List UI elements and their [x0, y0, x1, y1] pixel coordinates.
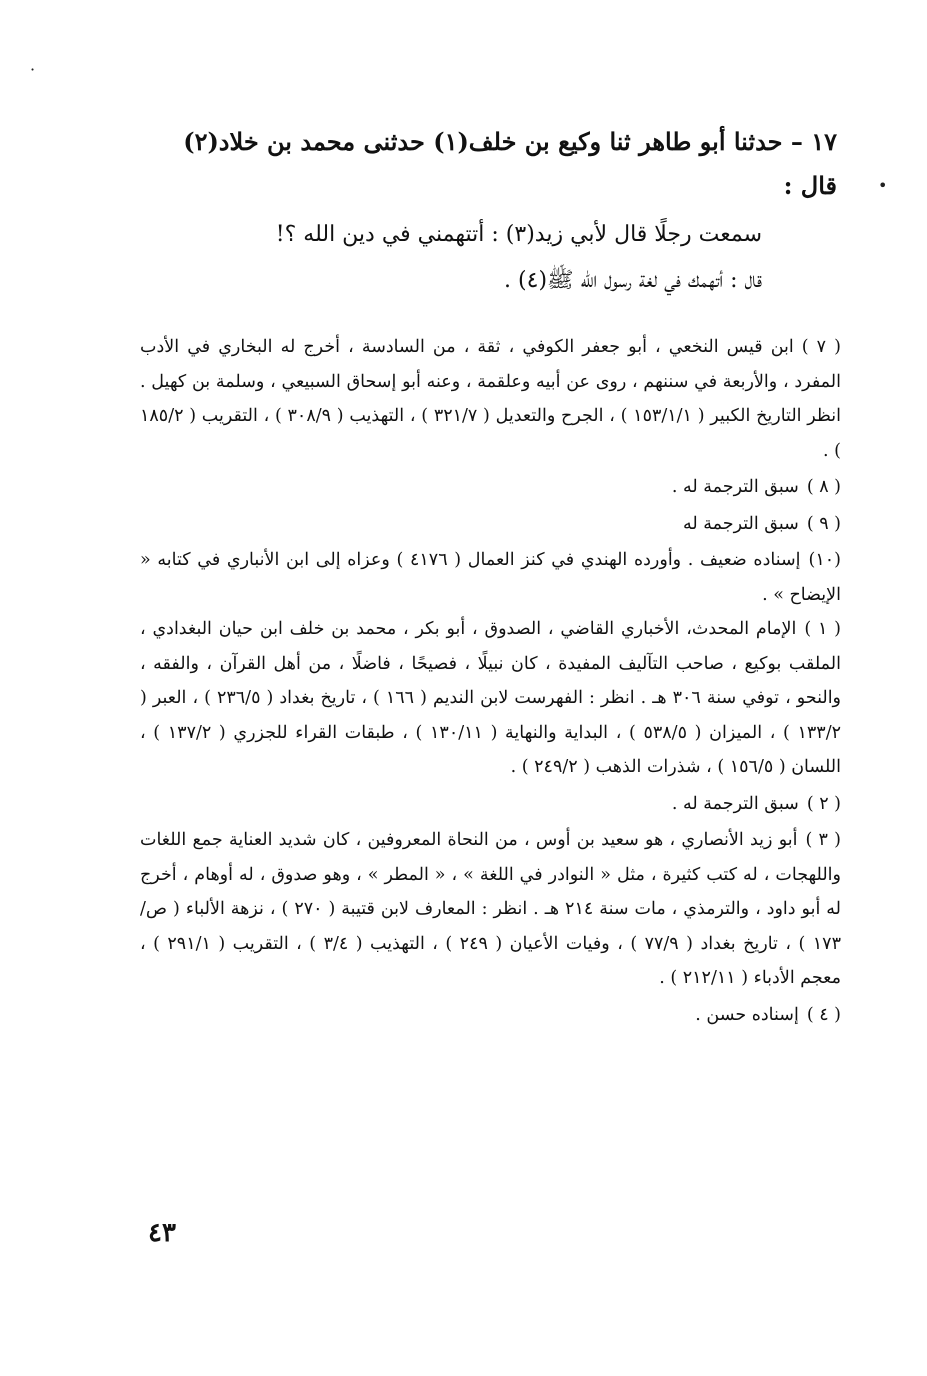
- footnote-number: (١٠): [808, 550, 841, 570]
- footnote-1: [140, 612, 841, 785]
- footnote-7: [140, 330, 841, 468]
- footnote-text: أبو زيد الأنصاري ، هو سعيد بن أوس ، من النحاة المعروفين ، كان شديد العناية جمع اللغات واللهجات ، له كتب كثيرة ، مثل « النوادر في اللغة » ، « المطر » ، وهو صدوق ، له أوهام ، أخرج له أبو داود ، والترمذي ، مات سنة ٢١٤ هـ . انظر : المعارف لابن قتيبة ( ٢٧٠ ) ، نزهة الألباء ( ص/١٧٣ ) ، تاريخ بغداد ( ٧٧/٩ ) ، وفيات الأعيان ( ٢٤٩ ) ، التهذيب ( ٣/٤ ) ، التقريب ( ٢٩١/١ ) ، معجم الأدباء ( ٢١٢/١١ ) .: [140, 830, 842, 988]
- page-speck: ·: [30, 60, 36, 79]
- footnote-text: سبق الترجمة له .: [671, 477, 799, 497]
- footnote-number: ( ٤ ): [806, 1004, 841, 1025]
- footnote-number: ( ٨ ): [806, 477, 841, 497]
- narration-line-2: قال : أتهمك في لغة رسول الله ﷺ(٤) .: [504, 268, 762, 293]
- footnote-text: إسناده ضعيف . وأورده الهندي في كنز العمال ( ٤١٧٦ ) وعزاه إلى ابن الأنباري في كتابه « الإيضاح » .: [140, 550, 841, 605]
- hadith-isnad: [120, 120, 837, 208]
- page-number: ٤٣: [148, 1218, 176, 1248]
- footnote-number: ( ٧ ): [801, 337, 841, 357]
- footnote-number: ( ١ ): [804, 619, 842, 639]
- footnote-number: ( ٩ ): [806, 513, 841, 534]
- footnote-text: سبق الترجمة له: [682, 513, 799, 534]
- footnote-9: [140, 507, 841, 542]
- footnote-number: ( ٣ ): [805, 830, 841, 850]
- footnote-8: [140, 470, 841, 505]
- footnote-text: ابن قيس النخعي ، أبو جعفر الكوفي ، ثقة ، من السادسة ، أخرج له البخاري في الأدب المفرد ، والأربعة في سننهم ، روى عن أبيه وعلقمة ، وعنه أبو إسحاق السبيعي ، وسلمة بن كهيل . انظر التاريخ الكبير ( ١٥٣/١/١ ) ، الجرح والتعديل ( ٣٢١/٧ ) ، التهذيب ( ٣٠٨/٩ ) ، التقريب ( ١٨٥/٢ ) .: [140, 337, 841, 461]
- hadith-line-1: ١٧ – حدثنا أبو طاهر ثنا وكيع بن خلف(١) حدثنى محمد بن خلاد(٢): [183, 127, 837, 156]
- hadith-matn: [260, 212, 762, 304]
- narration-line-1: سمعت رجلًا قال لأبي زيد(٣) : أتتهمني في دين الله ؟!: [275, 222, 762, 247]
- footnote-2: [140, 787, 841, 822]
- footnotes: [140, 330, 841, 1032]
- hadith-line-2: قال :: [783, 171, 837, 200]
- footnote-text: سبق الترجمة له .: [671, 793, 799, 814]
- footnote-4: [140, 998, 841, 1033]
- footnote-number: ( ٢ ): [806, 793, 841, 814]
- page-speck: •: [878, 176, 888, 195]
- footnote-10: [140, 543, 841, 612]
- footnote-text: إسناده حسن .: [695, 1004, 799, 1025]
- footnote-text: الإمام المحدث، الأخباري القاضي ، الصدوق ، أبو بكر ، محمد بن خلف ابن حيان البغدادي ، الملقب بوكيع ، صاحب التآليف المفيدة ، كان نبيلًا ، فصيحًا ، فاضلًا ، من أهل القرآن ، والفقه ، والنحو ، توفي سنة ٣٠٦ هـ . انظر : الفهرست لابن النديم ( ١٦٦ ) ، تاريخ بغداد ( ٢٣٦/٥ ) ، العبر ( ١٣٣/٢ ) ، الميزان ( ٥٣٨/٥ ) ، البداية والنهاية ( ١٣٠/١١ ) ، طبقات القراء للجزري ( ١٣٧/٢ ) ، اللسان ( ١٥٦/٥ ) ، شذرات الذهب ( ٢٤٩/٢ ) .: [140, 619, 842, 777]
- footnote-3: [140, 823, 841, 996]
